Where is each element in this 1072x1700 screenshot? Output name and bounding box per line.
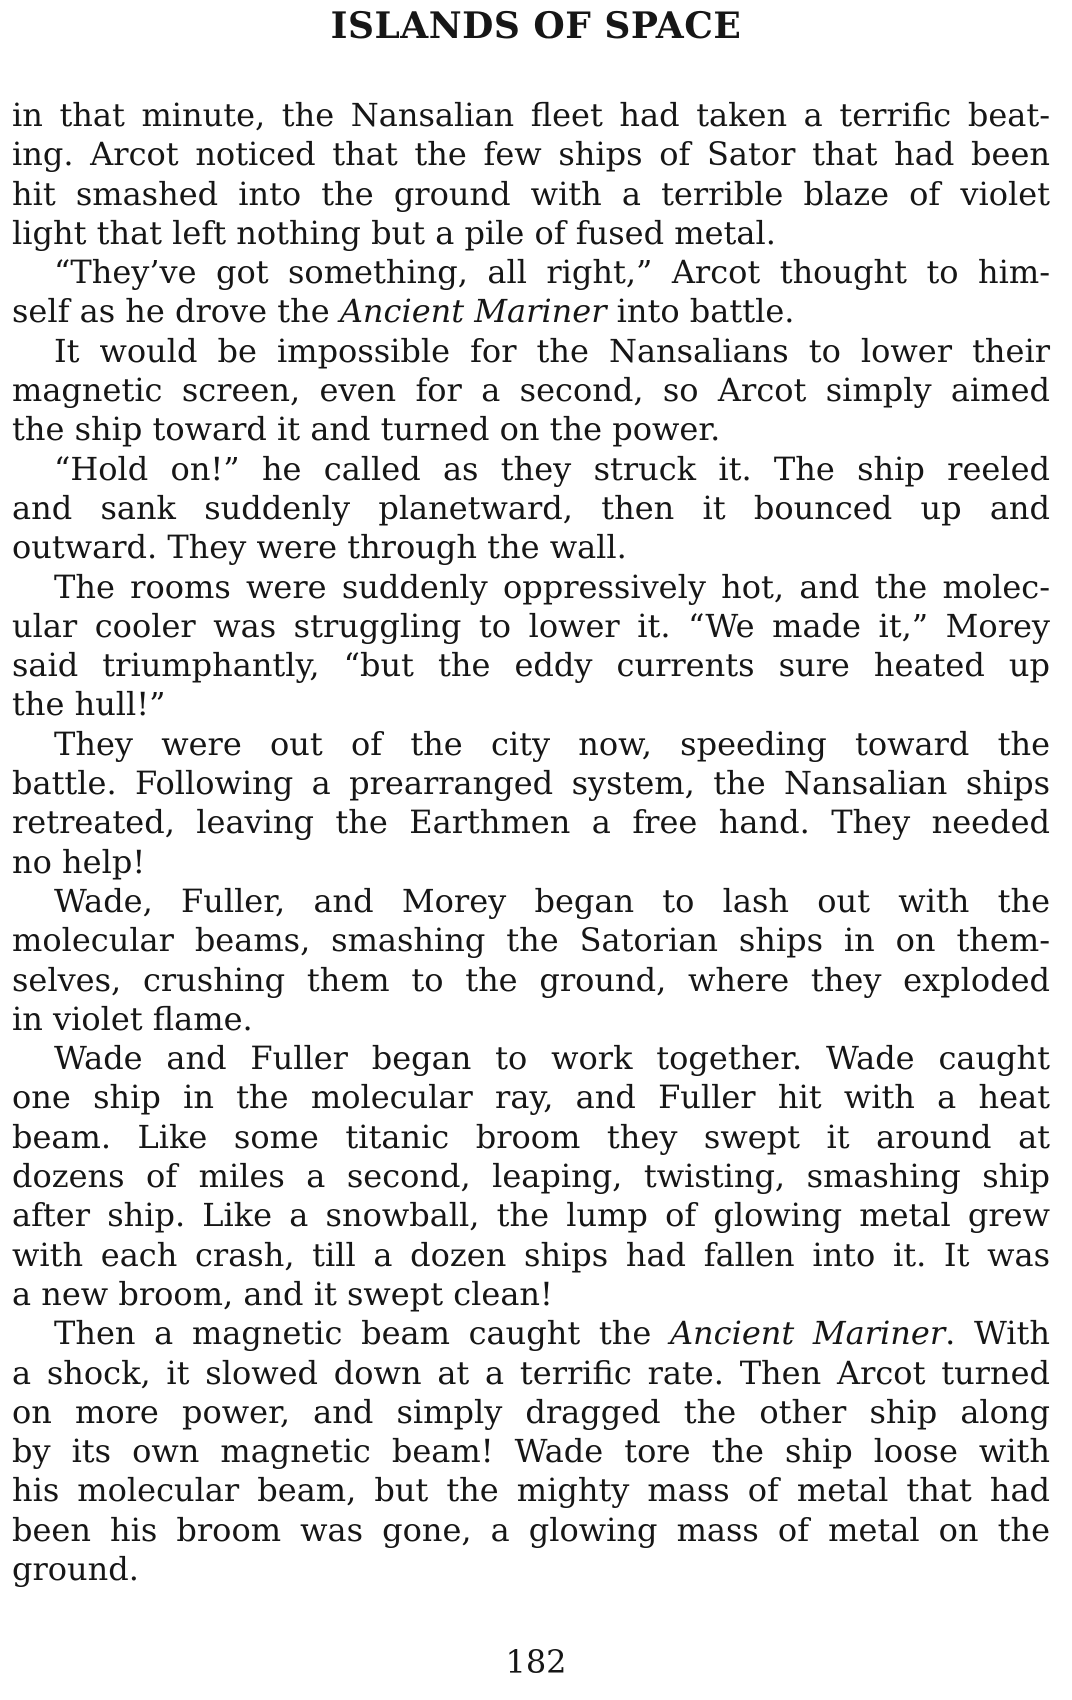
text-line: the ship toward it and turned on the power. [12, 410, 721, 449]
paragraph [12, 332, 1050, 450]
text-line: the hull!” [12, 685, 166, 724]
text-line: on more power, and simply dragged the other ship along [12, 1392, 1050, 1431]
text-line: self as he drove the Ancient Mariner into battle. [12, 292, 795, 331]
text-line: ular cooler was struggling to lower it. “We made it,” Morey [12, 606, 1050, 645]
italic-title: Ancient Mariner [339, 292, 607, 331]
text-line: a shock, it slowed down at a terrific rate. Then Arcot turned [12, 1353, 1050, 1392]
text-line: dozens of miles a second, leaping, twisting, smashing ship [12, 1157, 1050, 1196]
paragraph [12, 725, 1050, 882]
text-line: magnetic screen, even for a second, so Arcot simply aimed [12, 371, 1050, 410]
paragraph [12, 1039, 1050, 1314]
text-line: selves, crushing them to the ground, where they exploded [12, 960, 1050, 999]
text-line: no help! [12, 842, 146, 881]
paragraph [12, 253, 1050, 332]
text-line: his molecular beam, but the mighty mass of metal that had [12, 1471, 1050, 1510]
paragraph [12, 882, 1050, 1039]
text-line: and sank suddenly planetward, then it bounced up and [12, 488, 1050, 527]
text-line: It would be impossible for the Nansalians to lower their [54, 331, 1050, 370]
text-line: The rooms were suddenly oppressively hot, and the molec- [54, 567, 1050, 606]
paragraph [12, 96, 1050, 253]
paragraph [12, 450, 1050, 568]
text-line: molecular beams, smashing the Satorian ships in on them- [12, 921, 1050, 960]
text-line: ground. [12, 1549, 139, 1588]
text-line: battle. Following a prearranged system, the Nansalian ships [12, 764, 1050, 803]
text-line: Wade, Fuller, and Morey began to lash out with the [54, 881, 1050, 920]
text-line: in that minute, the Nansalian fleet had taken a terrific beat- [12, 96, 1050, 134]
text-line: ing. Arcot noticed that the few ships of Sator that had been [12, 135, 1050, 174]
text-line: They were out of the city now, speeding toward the [54, 724, 1050, 763]
text-line: Wade and Fuller began to work together. Wade caught [54, 1039, 1050, 1078]
text-line: by its own magnetic beam! Wade tore the ship loose with [12, 1432, 1050, 1471]
text-line: with each crash, till a dozen ships had fallen into it. It was [12, 1235, 1050, 1274]
text-line: light that left nothing but a pile of fused metal. [12, 213, 776, 252]
text-line: in violet flame. [12, 999, 253, 1038]
text-line: said triumphantly, “but the eddy currents sure heated up [12, 646, 1050, 685]
text-line: been his broom was gone, a glowing mass of metal on the [12, 1510, 1050, 1549]
text-line: “Hold on!” he called as they struck it. The ship reeled [54, 449, 1050, 488]
text-line: retreated, leaving the Earthmen a free hand. They needed [12, 803, 1050, 842]
text-line: beam. Like some titanic broom they swept it around at [12, 1117, 1050, 1156]
paragraph [12, 568, 1050, 725]
text-line: Then a magnetic beam caught the Ancient Mariner. With [54, 1314, 1051, 1353]
page-number: 182 [505, 1643, 567, 1681]
text-line: after ship. Like a snowball, the lump of glowing metal grew [12, 1196, 1050, 1235]
text-line: hit smashed into the ground with a terrible blaze of violet [12, 174, 1050, 213]
body-text [12, 96, 1050, 1589]
text-line: “They’ve got something, all right,” Arcot thought to him- [54, 253, 1050, 292]
text-line: one ship in the molecular ray, and Fuller hit with a heat [12, 1078, 1050, 1117]
paragraph [12, 1314, 1050, 1589]
text-line: outward. They were through the wall. [12, 528, 627, 567]
text-line: a new broom, and it swept clean! [12, 1274, 553, 1313]
running-head: ISLANDS OF SPACE [330, 5, 742, 47]
italic-title: Ancient Mariner [669, 1314, 946, 1353]
